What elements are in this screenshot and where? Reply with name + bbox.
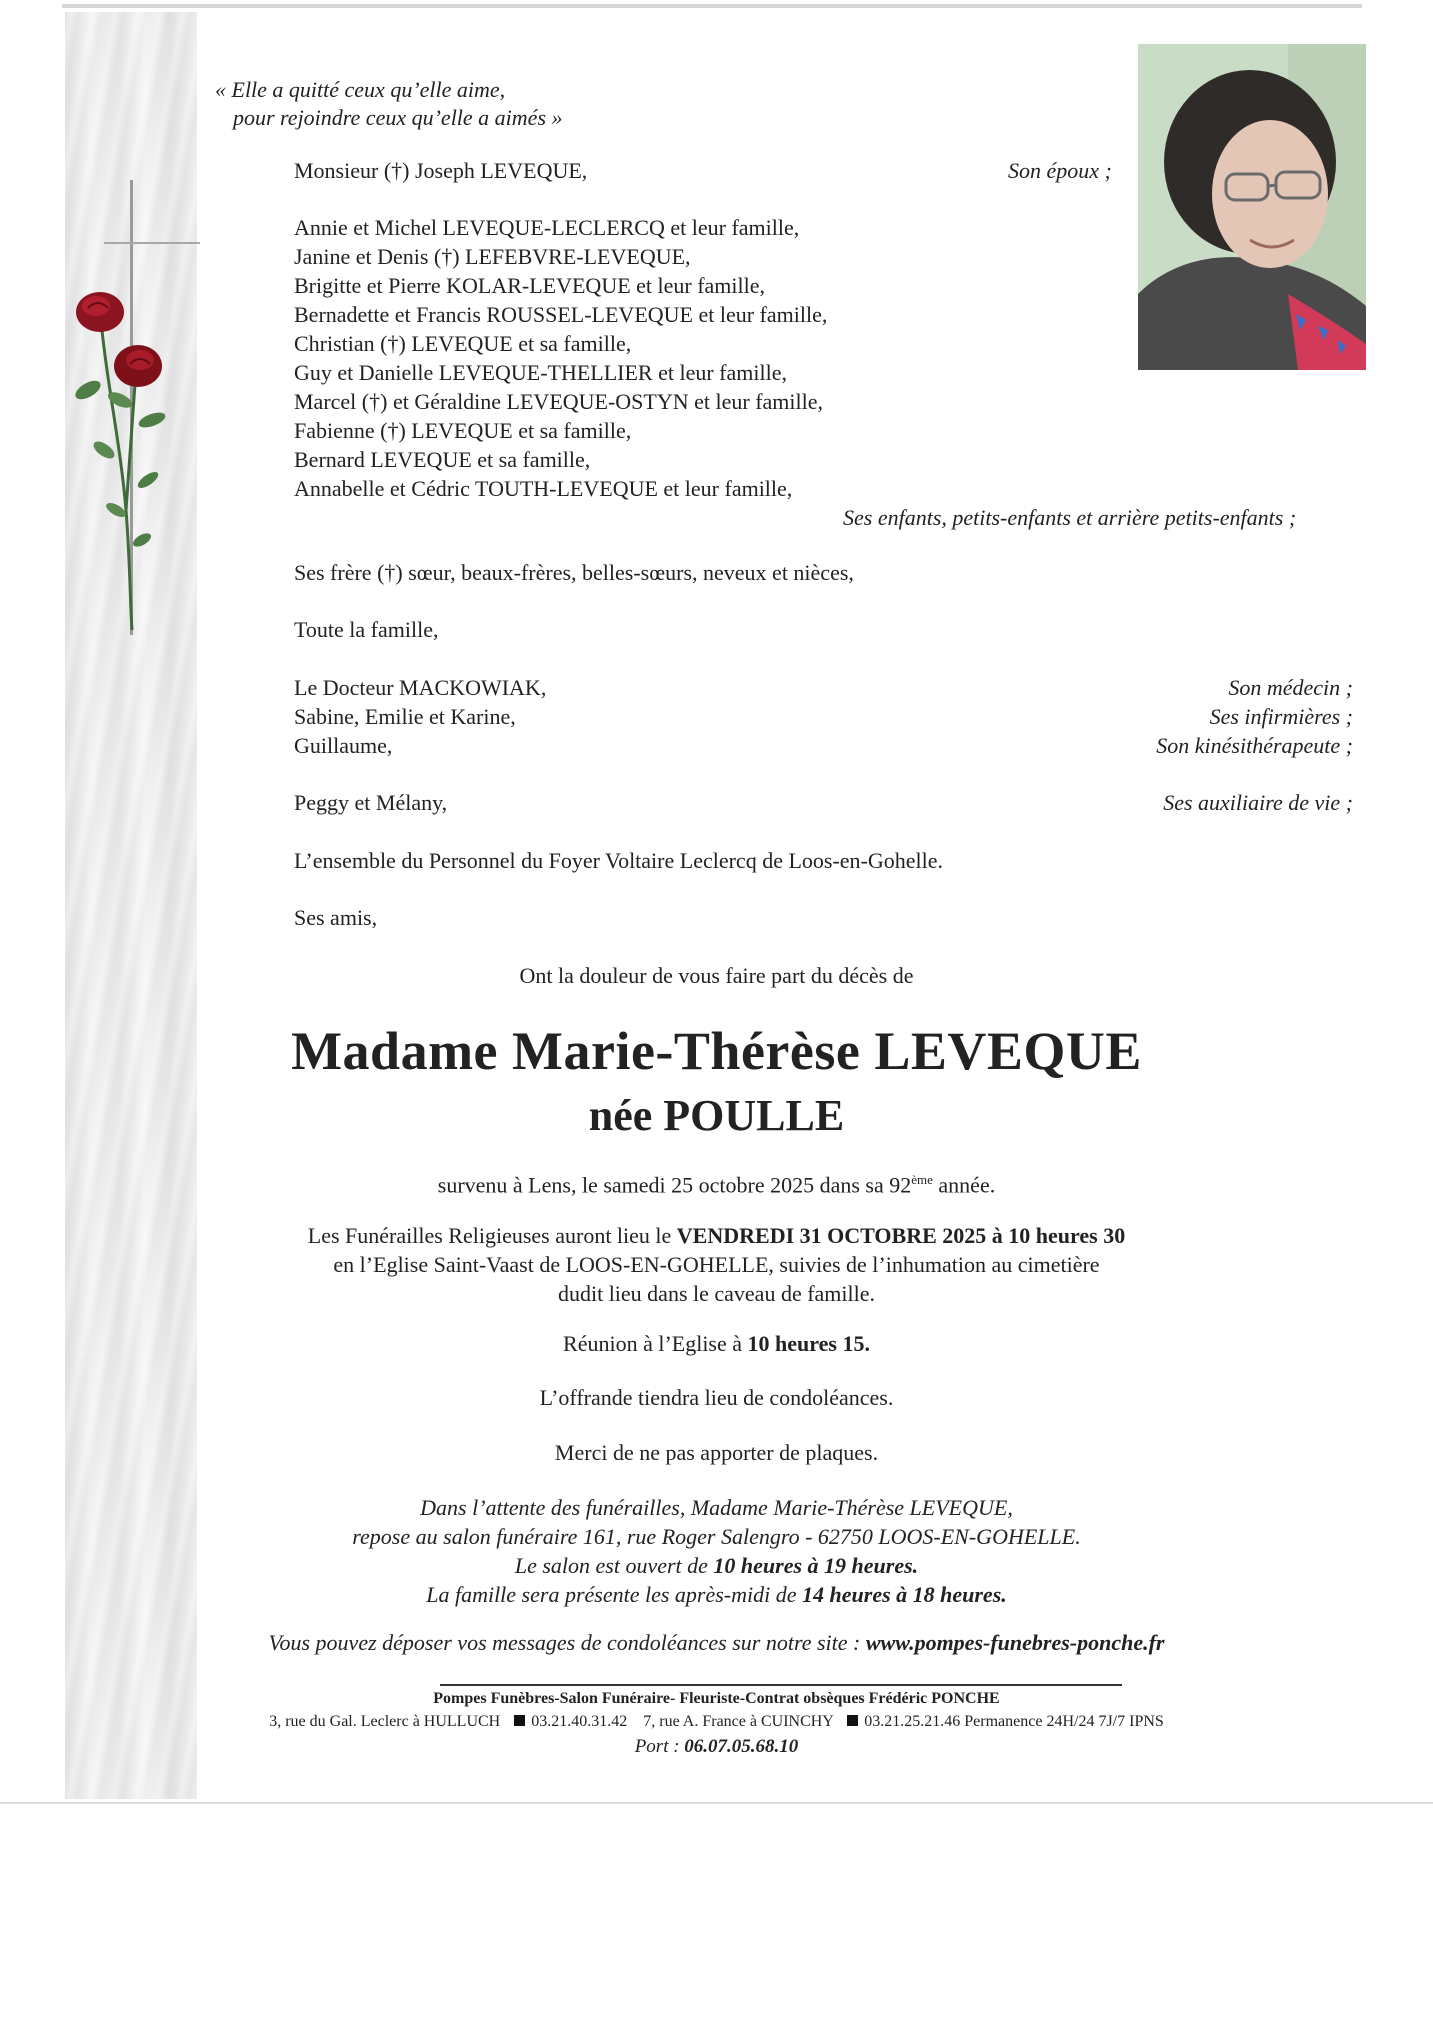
child-line: Marcel (†) et Géraldine LEVEQUE-OSTYN et leur famille, <box>294 389 824 414</box>
footer-address-hulluch: 3, rue du Gal. Leclerc à HULLUCH <box>269 1713 501 1730</box>
footer-address-cuinchy: 7, rue A. France à CUINCHY <box>643 1713 834 1730</box>
funeral-line-2: en l’Eglise Saint-Vaast de LOOS-EN-GOHELLE, suivies de l’inhumation au cimetière <box>333 1252 1100 1277</box>
announce-line: Ont la douleur de vous faire part du décès de <box>519 963 914 988</box>
viewing-line-3-pre: Le salon est ouvert de <box>514 1553 714 1578</box>
portrait-photo <box>1138 44 1366 370</box>
spouse-name: Monsieur (†) Joseph LEVEQUE, <box>294 158 588 183</box>
death-text: survenu à Lens, le samedi 25 octobre 2025 dans sa 92 <box>437 1172 912 1198</box>
rose-top <box>76 292 124 332</box>
death-line <box>0 1166 1433 1199</box>
staff-line: L’ensemble du Personnel du Foyer Voltaire Leclercq de Loos-en-Gohelle. <box>294 848 944 873</box>
spouse-role: Son époux ; <box>1008 158 1112 183</box>
footer-phone-cuinchy: 03.21.25.21.46 Permanence 24H/24 7J/7 IPNS <box>860 1713 1164 1730</box>
family-line: Toute la famille, <box>294 617 439 642</box>
child-line: Annabelle et Cédric TOUTH-LEVEQUE et leur famille, <box>294 476 793 501</box>
top-border-line <box>62 4 1362 8</box>
aides-role: Ses auxiliaire de vie ; <box>1163 790 1353 815</box>
phone-icon <box>847 1715 858 1726</box>
child-line: Brigitte et Pierre KOLAR-LEVEQUE et leur famille, <box>294 273 766 298</box>
viewing-line-4-pre: La famille sera présente les après-midi de <box>426 1582 803 1607</box>
footer-phone-hulluch: 03.21.40.31.42 <box>527 1713 628 1730</box>
meeting-line <box>0 1330 1433 1358</box>
friends-line: Ses amis, <box>294 905 378 930</box>
footer-port-line <box>0 1736 1433 1758</box>
care-name: Guillaume, <box>294 733 393 758</box>
viewing-line-2: repose au salon funéraire 161, rue Roger Salengro - 62750 LOOS-EN-GOHELLE. <box>352 1524 1081 1549</box>
funeral-line-1 <box>0 1222 1433 1250</box>
child-line: Janine et Denis (†) LEFEBVRE-LEVEQUE, <box>294 244 691 269</box>
child-line: Annie et Michel LEVEQUE-LECLERCQ et leur famille, <box>294 215 800 240</box>
child-line: Fabienne (†) LEVEQUE et sa famille, <box>294 418 632 443</box>
footer-port-number: 06.07.05.68.10 <box>684 1736 799 1757</box>
salon-hours: 10 heures à 19 heures. <box>713 1553 919 1578</box>
care-name: Le Docteur MACKOWIAK, <box>294 675 547 700</box>
meeting-time: 10 heures 15. <box>747 1331 870 1356</box>
siblings-line: Ses frère (†) sœur, beaux-frères, belles-sœurs, neveux et nièces, <box>294 560 854 585</box>
funeral-datetime: VENDREDI 31 OCTOBRE 2025 à 10 heures 30 <box>676 1223 1126 1248</box>
condolences-website-link[interactable]: www.pompes-funebres-ponche.fr <box>865 1630 1165 1655</box>
phone-icon <box>514 1715 525 1726</box>
child-line: Christian (†) LEVEQUE et sa famille, <box>294 331 632 356</box>
death-tail: année. <box>932 1172 996 1198</box>
child-line: Bernard LEVEQUE et sa famille, <box>294 447 591 472</box>
quote-line-1: « Elle a quitté ceux qu’elle aime, <box>215 77 506 102</box>
children-role: Ses enfants, petits-enfants et arrière petits-enfants ; <box>843 505 1297 530</box>
footer-addresses <box>0 1713 1433 1731</box>
rose-bottom <box>114 345 162 387</box>
funeral-line-1-pre: Les Funérailles Religieuses auront lieu le <box>307 1223 677 1248</box>
offering-line: L’offrande tiendra lieu de condoléances. <box>539 1385 894 1410</box>
aides-name: Peggy et Mélany, <box>294 790 448 815</box>
bottom-border-line <box>0 1802 1433 1804</box>
care-role: Ses infirmières ; <box>1209 704 1353 729</box>
condolences-line <box>0 1629 1433 1657</box>
child-line: Bernadette et Francis ROUSSEL-LEVEQUE et leur famille, <box>294 302 828 327</box>
viewing-line-4 <box>0 1581 1433 1609</box>
quote-line-2: pour rejoindre ceux qu’elle a aimés » <box>233 105 563 130</box>
deceased-maiden-name: née POULLE <box>588 1091 845 1140</box>
viewing-line-1: Dans l’attente des funérailles, Madame Marie-Thérèse LEVEQUE, <box>420 1495 1013 1520</box>
funeral-line-3: dudit lieu dans le caveau de famille. <box>557 1281 876 1306</box>
footer-separator <box>440 1684 1122 1686</box>
child-line: Guy et Danielle LEVEQUE-THELLIER et leur famille, <box>294 360 787 385</box>
cross-horizontal-bar <box>104 242 200 244</box>
care-name: Sabine, Emilie et Karine, <box>294 704 516 729</box>
plaques-line: Merci de ne pas apporter de plaques. <box>554 1440 879 1465</box>
footer-company: Pompes Funèbres-Salon Funéraire- Fleuriste-Contrat obsèques Frédéric PONCHE <box>433 1690 1000 1707</box>
deceased-name: Madame Marie-Thérèse LEVEQUE <box>291 1021 1142 1081</box>
family-hours: 14 heures à 18 heures. <box>802 1582 1007 1607</box>
death-ordinal: ème <box>911 1172 933 1187</box>
care-role: Son kinésithérapeute ; <box>1156 733 1353 758</box>
condolences-pre: Vous pouvez déposer vos messages de condoléances sur notre site : <box>268 1630 866 1655</box>
viewing-line-3 <box>0 1552 1433 1580</box>
meeting-pre: Réunion à l’Eglise à <box>563 1331 748 1356</box>
care-role: Son médecin ; <box>1228 675 1353 700</box>
footer-port-label: Port : <box>634 1736 685 1757</box>
cross-rose-illustration <box>60 180 200 640</box>
